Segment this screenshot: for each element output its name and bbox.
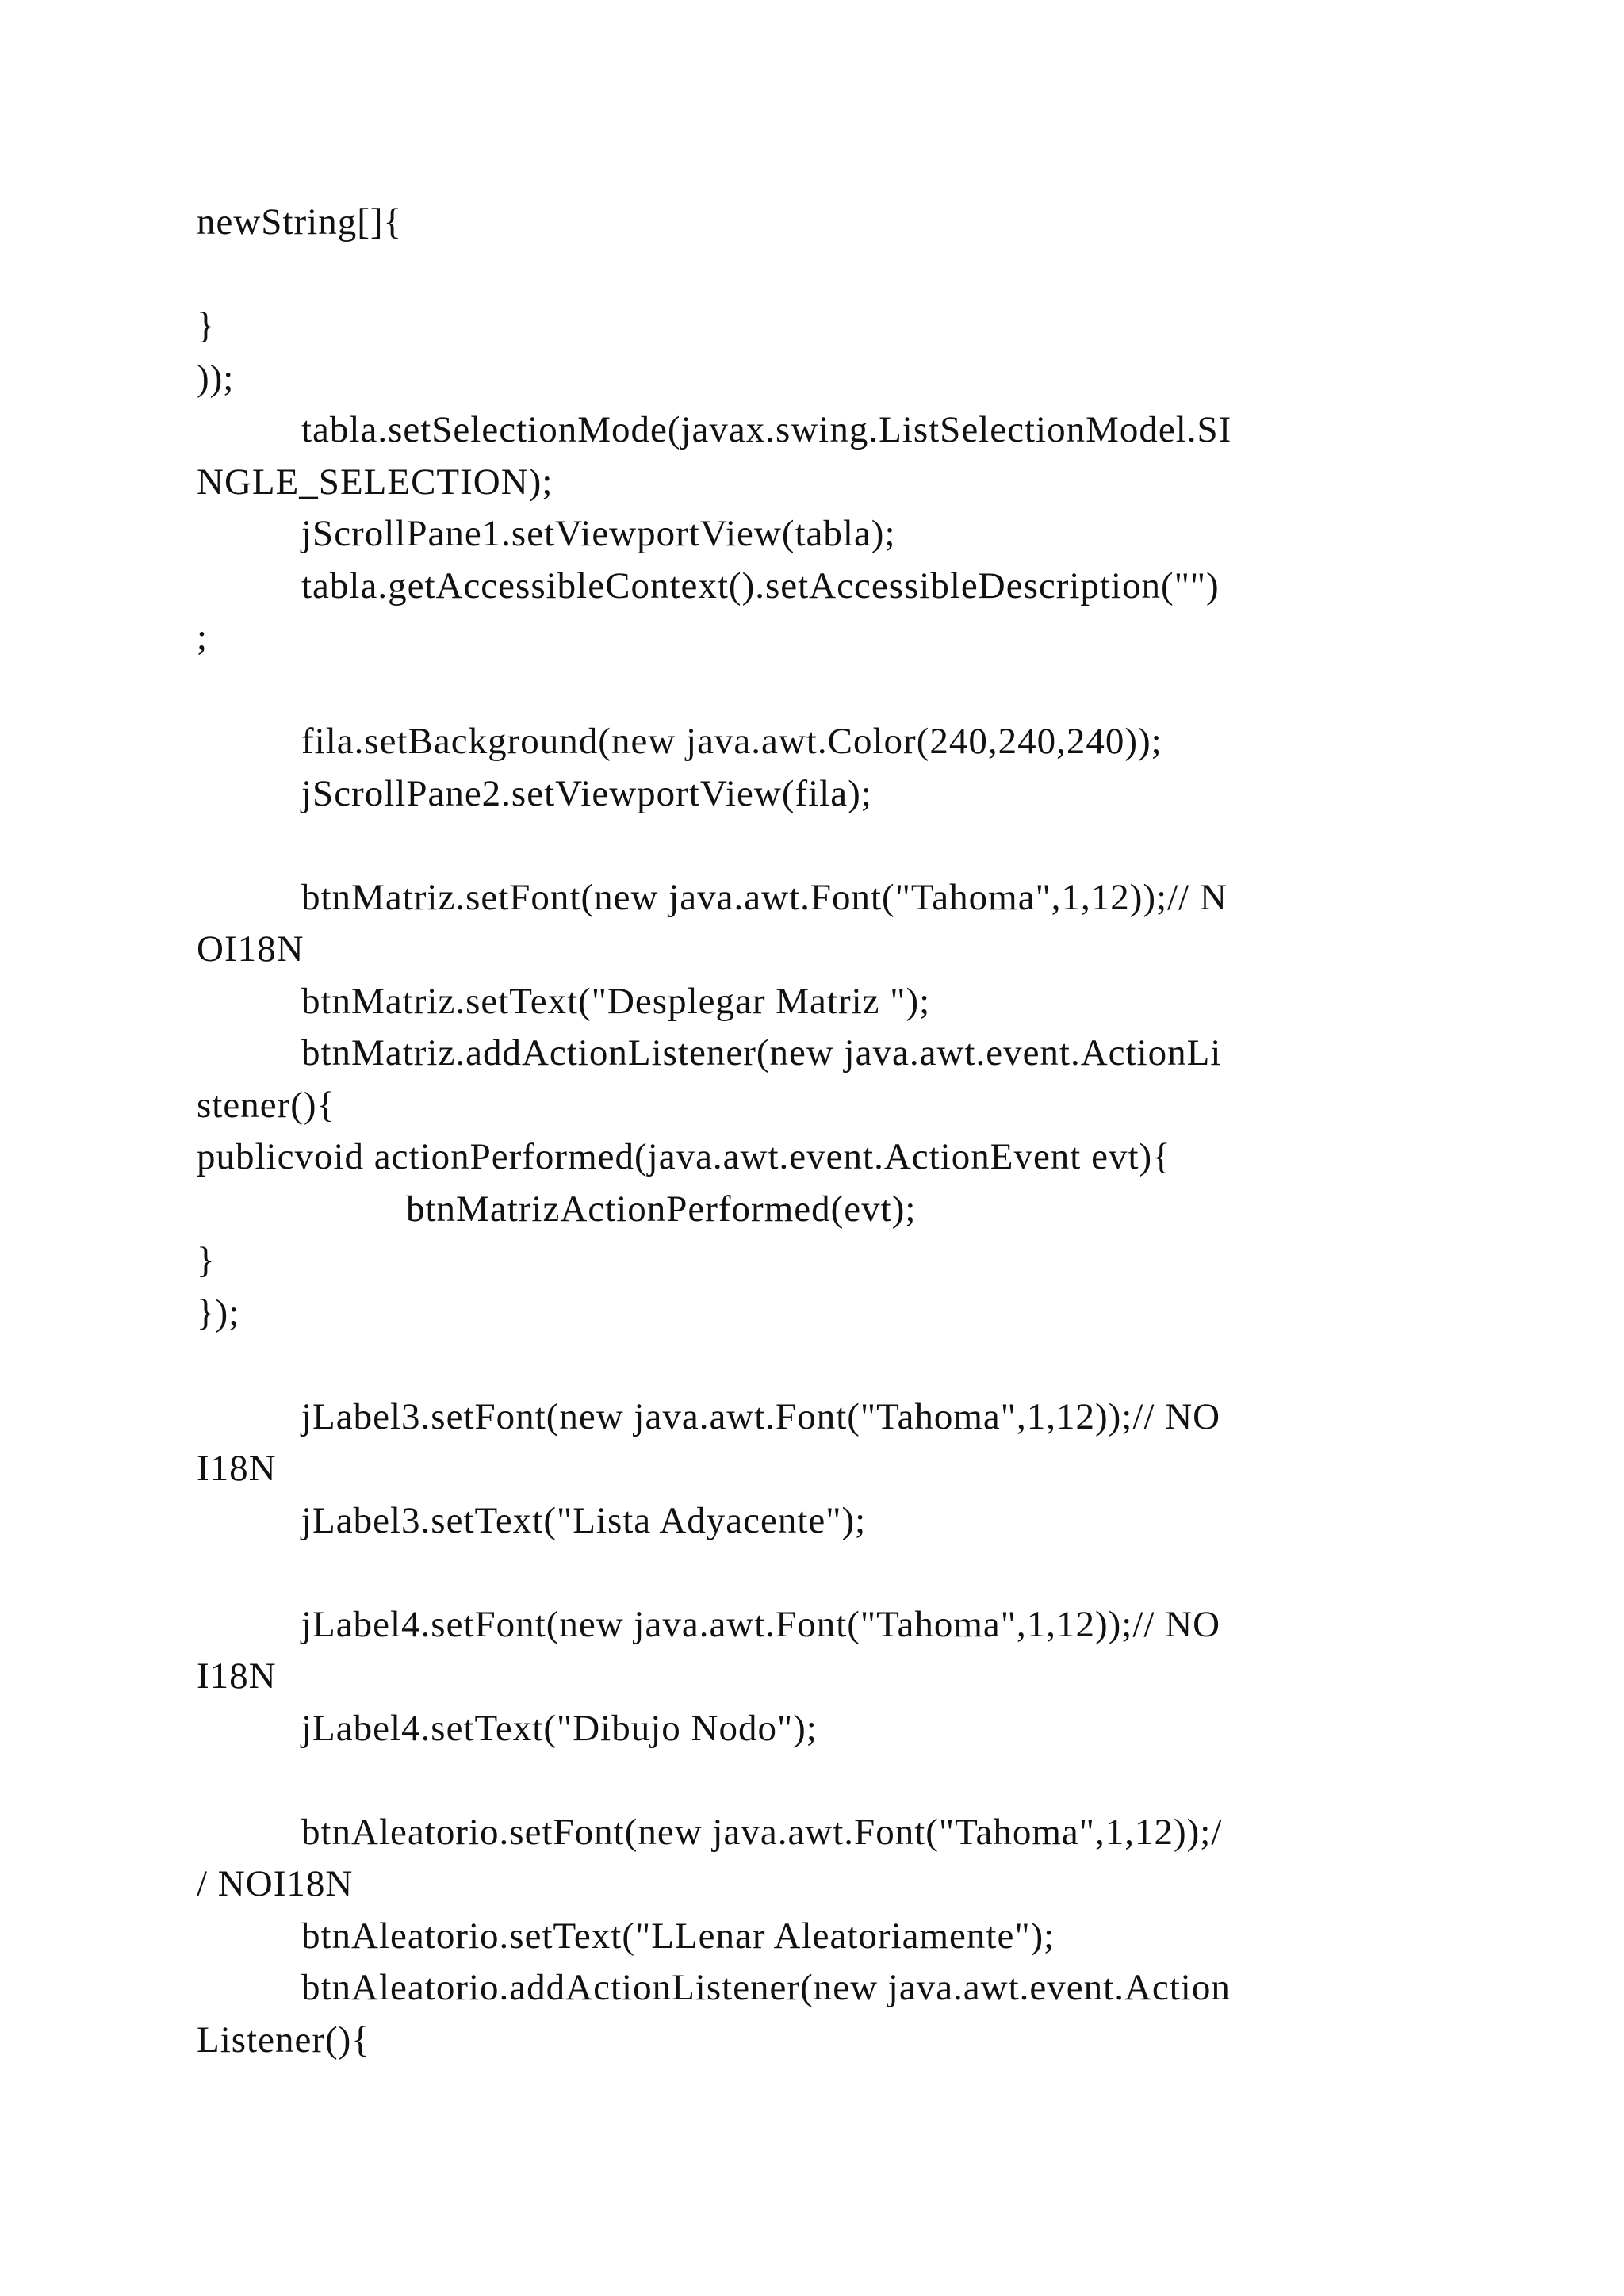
code-line: tabla.setSelectionMode(javax.swing.ListSelectionModel.SI [301,409,1232,450]
blank-line [197,1547,1434,1599]
code-line: Listener(){ [197,2019,370,2061]
blank-line [197,664,1434,717]
blank-line [197,249,1434,301]
code-line: publicvoid actionPerformed(java.awt.event.ActionEvent evt){ [197,1136,1171,1177]
code-line: newString[]{ [197,201,403,243]
blank-line [197,1755,1434,1807]
code-line: } [197,1240,216,1281]
code-line: btnAleatorio.setText("LLenar Aleatoriamente"); [301,1915,1055,1957]
code-line: fila.setBackground(new java.awt.Color(240,240,240)); [301,721,1162,762]
code-line: jLabel4.setText("Dibujo Nodo"); [301,1707,818,1749]
code-line: btnMatriz.addActionListener(new java.awt.event.ActionLi [301,1032,1222,1073]
code-line: btnMatrizActionPerformed(evt); [406,1188,917,1230]
code-line: jLabel3.setText("Lista Adyacente"); [301,1499,867,1541]
code-line: )); [197,357,235,399]
code-line: I18N [197,1448,277,1489]
code-line: ; [197,617,209,658]
blank-line [197,1339,1434,1391]
code-line: jLabel3.setFont(new java.awt.Font("Tahoma",1,12));// NO [301,1395,1221,1437]
code-line: btnMatriz.setText("Desplegar Matriz "); [301,980,931,1022]
blank-line [197,820,1434,872]
code-line: I18N [197,1655,277,1697]
code-line: OI18N [197,928,304,970]
code-line: jLabel4.setFont(new java.awt.Font("Tahoma",1,12));// NO [301,1603,1221,1645]
code-line: }); [197,1292,240,1334]
code-listing [197,197,1434,2066]
code-line: jScrollPane2.setViewportView(fila); [301,772,872,814]
code-line: } [197,305,216,346]
code-line: / NOI18N [197,1863,354,1904]
code-line: tabla.getAccessibleContext().setAccessibleDescription("") [301,564,1220,607]
code-line: btnAleatorio.addActionListener(new java.awt.event.Action [301,1967,1231,2008]
code-line: stener(){ [197,1084,336,1126]
code-line: jScrollPane1.setViewportView(tabla); [301,513,896,554]
code-line: btnMatriz.setFont(new java.awt.Font("Tahoma",1,12));// N [301,876,1228,918]
code-line: btnAleatorio.setFont(new java.awt.Font("Tahoma",1,12));/ [301,1811,1223,1853]
code-line: NGLE_SELECTION); [197,461,553,503]
